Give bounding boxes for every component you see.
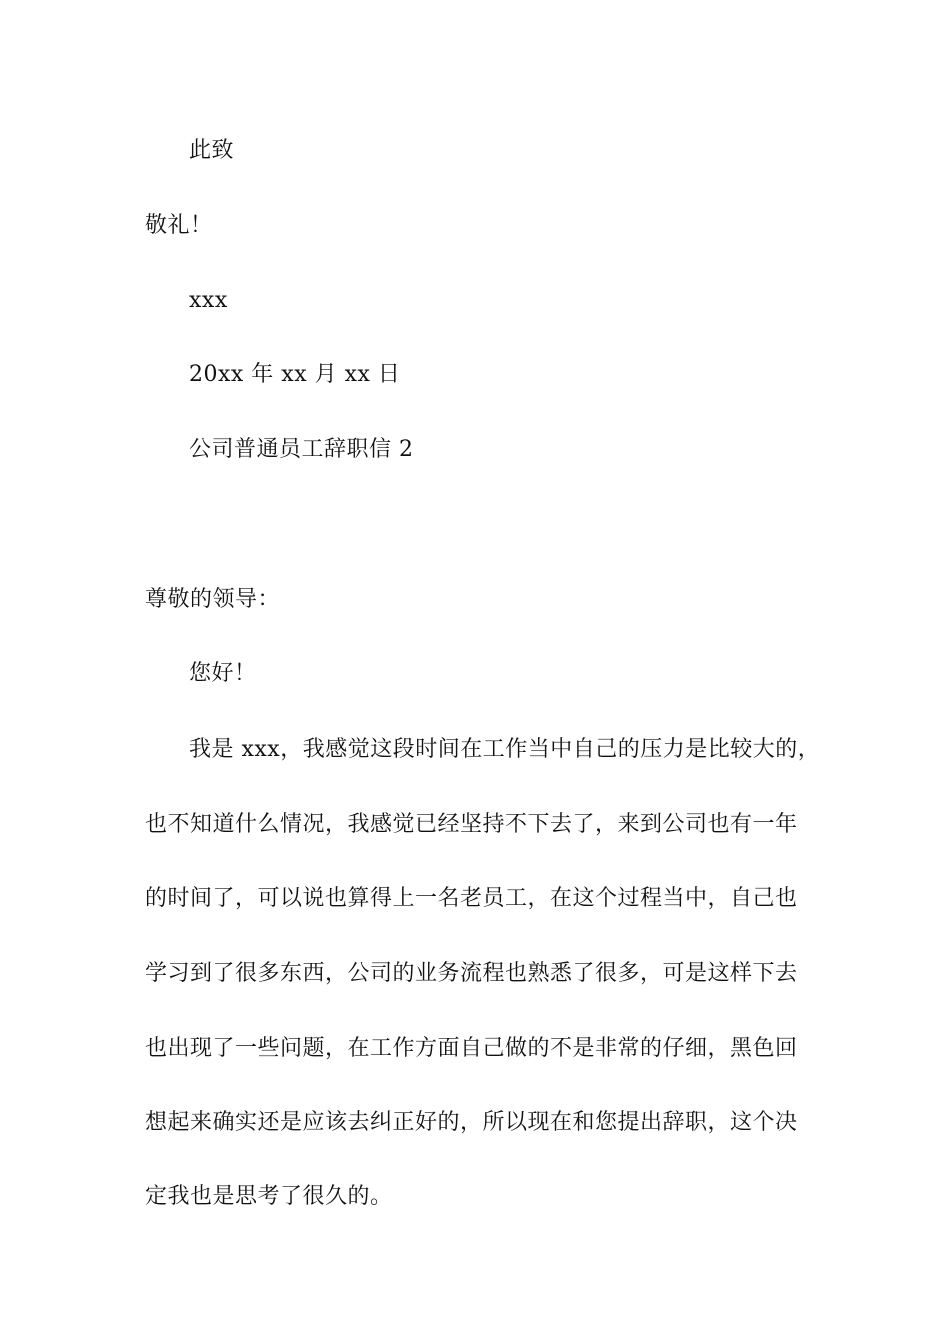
date-line: 20xx 年 xx 月 xx 日 <box>189 362 401 387</box>
body-line: 的时间了，可以说也算得上一名老员工，在这个过程当中，自己也 <box>145 886 798 911</box>
body-line: 定我也是思考了很久的。 <box>145 1184 393 1209</box>
body-line: 想起来确实还是应该去纠正好的，所以现在和您提出辞职，这个决 <box>145 1110 798 1135</box>
body-line: 我是 xxx，我感觉这段时间在工作当中自己的压力是比较大的， <box>189 737 821 762</box>
body-line: 也出现了一些问题，在工作方面自己做的不是非常的仔细，黑色回 <box>145 1036 798 1061</box>
greeting: 您好！ <box>189 661 257 686</box>
closing-line-2: 敬礼！ <box>145 213 213 238</box>
body-line: 也不知道什么情况，我感觉已经坚持不下去了，来到公司也有一年 <box>145 812 798 837</box>
closing-line-1: 此致 <box>189 138 235 163</box>
body-line: 学习到了很多东西，公司的业务流程也熟悉了很多，可是这样下去 <box>145 961 798 986</box>
section-title: 公司普通员工辞职信 2 <box>189 437 414 462</box>
signature: xxx <box>189 288 228 313</box>
salutation: 尊敬的领导： <box>145 587 281 612</box>
